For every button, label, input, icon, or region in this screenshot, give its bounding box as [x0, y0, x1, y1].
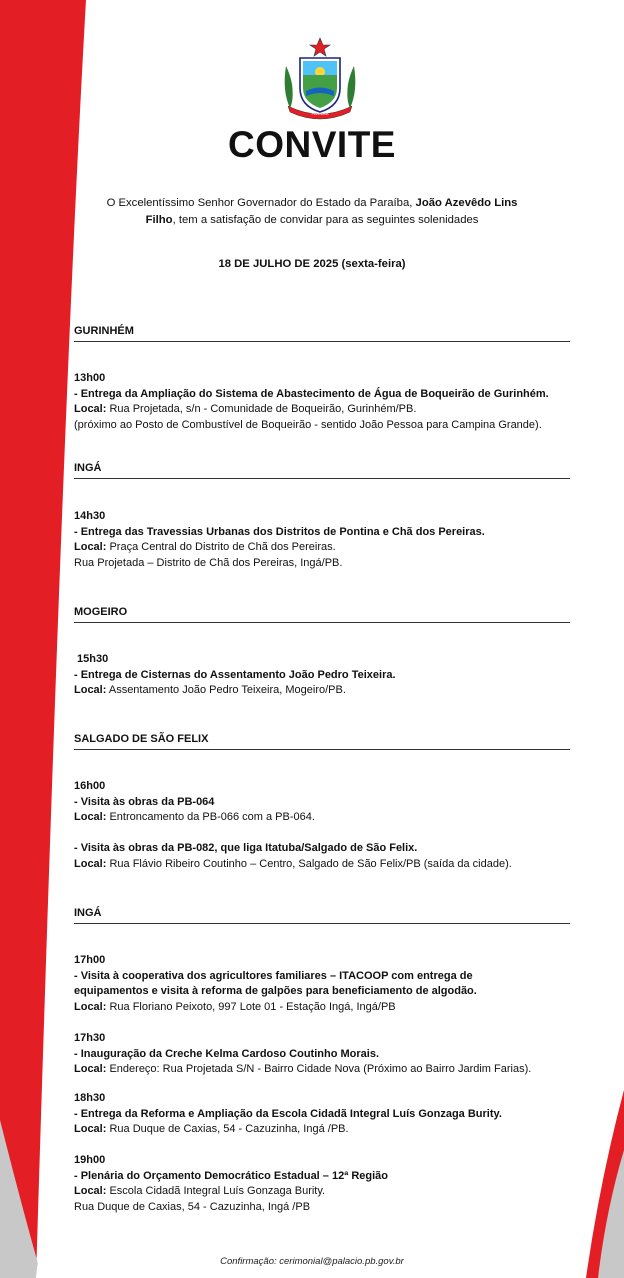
- event-location: Escola Cidadã Integral Luís Gonzaga Burity.: [106, 1185, 326, 1197]
- event-block-1530: [74, 652, 594, 699]
- local-label: Local:: [74, 1185, 107, 1197]
- event-location: Rua Projetada, s/n - Comunidade de Boqueirão, Gurinhém/PB.: [106, 403, 417, 415]
- event-time: 15h30: [74, 653, 109, 665]
- event-time: 13h00: [74, 372, 106, 384]
- event-title: - Entrega das Travessias Urbanas dos Distritos de Pontina e Chã dos Pereiras.: [74, 525, 485, 538]
- event-time: 17h30: [74, 1032, 106, 1044]
- event-block-1600: [74, 779, 594, 826]
- event-location: Entroncamento da PB-066 com a PB-064.: [106, 811, 315, 823]
- event-block-1300: [74, 371, 594, 433]
- section-heading-mogeiro: MOGEIRO: [74, 606, 570, 623]
- paraiba-coat-of-arms-icon: [276, 36, 364, 120]
- local-label: Local:: [74, 857, 107, 870]
- event-location-extra: (próximo ao Posto de Combustível de Boqueirão - sentido João Pessoa para Campina Grande).: [74, 418, 542, 431]
- event-title: - Entrega da Reforma e Ampliação da Escola Cidadã Integral Luís Gonzaga Burity.: [74, 1107, 502, 1120]
- local-label: Local:: [74, 1123, 107, 1135]
- event-location: Rua Flávio Ribeiro Coutinho – Centro, Salgado de São Felix/PB (saída da cidade).: [106, 857, 512, 870]
- event-title-continued: equipamentos e visita à reforma de galpões para beneficiamento de algodão.: [74, 985, 477, 997]
- confirmation-footer: Confirmação: cerimonial@palacio.pb.gov.br: [220, 1256, 404, 1267]
- local-label: Local:: [74, 811, 107, 823]
- event-location: Praça Central do Distrito de Chã dos Pereiras.: [106, 541, 336, 553]
- event-time: 17h00: [74, 954, 106, 966]
- event-time: 19h00: [74, 1154, 106, 1166]
- event-time: 18h30: [74, 1092, 106, 1104]
- section-heading-inga-2: INGÁ: [74, 907, 570, 924]
- local-label: Local:: [74, 541, 107, 553]
- event-time: 14h30: [74, 510, 106, 522]
- event-block-pb082: [74, 841, 594, 872]
- local-label: Local:: [74, 684, 107, 696]
- event-block-1730: [74, 1031, 594, 1078]
- page-title: CONVITE: [228, 124, 396, 165]
- section-heading-inga: INGÁ: [74, 462, 570, 479]
- event-title: - Entrega da Ampliação do Sistema de Abastecimento de Água de Boqueirão de Gurinhém.: [74, 387, 549, 400]
- event-location: Rua Duque de Caxias, 54 - Cazuzinha, Ingá /PB.: [106, 1123, 349, 1135]
- event-location-extra: Rua Duque de Caxias, 54 - Cazuzinha, Ingá /PB: [74, 1200, 311, 1213]
- event-block-1430: [74, 509, 594, 571]
- local-label: Local:: [74, 1000, 107, 1013]
- event-block-1700: [74, 953, 594, 1015]
- event-location-extra: Rua Projetada – Distrito de Chã dos Pereiras, Ingá/PB.: [74, 556, 343, 569]
- intro-post: , tem a satisfação de convidar para as seguintes solenidades: [172, 214, 479, 226]
- governor-name-part1: João Azevêdo Lins: [415, 197, 518, 209]
- section-heading-salgado-de-sao-felix: SALGADO DE SÃO FELIX: [74, 733, 570, 750]
- event-time: 16h00: [74, 780, 106, 792]
- event-location: Assentamento João Pedro Teixeira, Mogeiro/PB.: [106, 684, 346, 696]
- event-title: - Entrega de Cisternas do Assentamento João Pedro Teixeira.: [74, 668, 396, 681]
- event-title: - Inauguração da Creche Kelma Cardoso Coutinho Morais.: [74, 1047, 379, 1060]
- governor-name-part2: Filho: [145, 214, 173, 226]
- intro-pre: O Excelentíssimo Senhor Governador do Estado da Paraíba,: [106, 197, 416, 209]
- event-date: 18 DE JULHO DE 2025 (sexta-feira): [218, 258, 406, 270]
- event-location: Rua Floriano Peixoto, 997 Lote 01 - Estação Ingá, Ingá/PB: [106, 1000, 396, 1013]
- event-title: - Plenária do Orçamento Democrático Estadual – 12ª Região: [74, 1169, 389, 1182]
- event-title: - Visita às obras da PB-082, que liga Itatuba/Salgado de São Felix.: [74, 842, 418, 854]
- event-title: - Visita às obras da PB-064: [74, 795, 215, 808]
- event-block-1830: [74, 1091, 594, 1138]
- event-block-1900: [74, 1153, 594, 1215]
- invitation-text: [90, 195, 534, 229]
- section-heading-gurinhem: GURINHÉM: [74, 325, 570, 342]
- event-title: - Visita à cooperativa dos agricultores familiares – ITACOOP com entrega de: [74, 969, 473, 982]
- event-location: Endereço: Rua Projetada S/N - Bairro Cidade Nova (Próximo ao Bairro Jardim Farias).: [106, 1063, 532, 1075]
- crest-motto: PARAIBA: [311, 111, 329, 116]
- local-label: Local:: [74, 403, 107, 415]
- local-label: Local:: [74, 1063, 107, 1075]
